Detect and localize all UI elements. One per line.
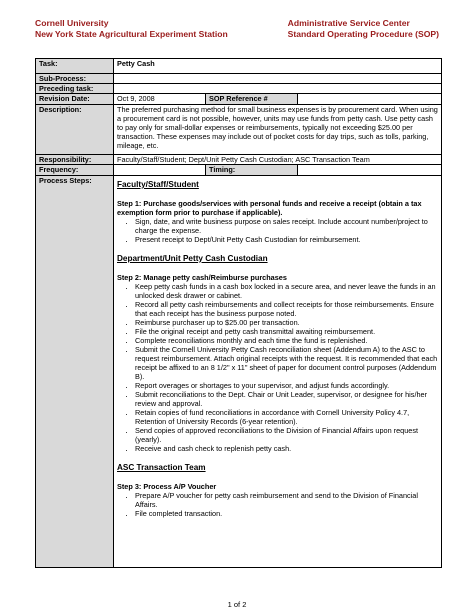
responsibility-label: Responsibility: [36, 155, 114, 165]
step-2-list [117, 282, 438, 453]
list-item: • Send copies of approved reconciliations to the Division of Financial Affairs upon request (yearly). [135, 426, 438, 444]
list-item: • Receive and cash check to replenish petty cash. [135, 444, 438, 453]
list-item: • Reimburse purchaser up to $25.00 per transaction. [135, 318, 438, 327]
process-steps-content [114, 176, 442, 568]
step-1-title: Step 1: Purchase goods/services with personal funds and receive a receipt (obtain a tax exemption form prior to purchase if applicable). [117, 199, 422, 217]
preceding-task-label: Preceding task: [36, 84, 114, 94]
revision-date-label: Revision Date: [36, 94, 114, 105]
list-item: • Record all petty cash reimbursements and collect receipts for those reimbursements. Ensure that each receipt has the business purpose noted. [135, 300, 438, 318]
sop-reference-label: SOP Reference # [206, 94, 298, 105]
list-item: • Report overages or shortages to your supervisor, and adjust funds accordingly. [135, 381, 438, 390]
responsibility-value: Faculty/Staff/Student; Dept/Unit Petty Cash Custodian; ASC Transaction Team [114, 155, 442, 165]
frequency-label: Frequency: [36, 165, 114, 176]
step-2-title: Step 2: Manage petty cash/Reimburse purchases [117, 273, 287, 282]
list-item: • File completed transaction. [135, 509, 438, 518]
list-item: • Prepare A/P voucher for petty cash reimbursement and send to the Division of Financial Affairs. [135, 491, 438, 509]
section-faculty-staff-student: Faculty/Staff/Student [117, 180, 199, 189]
task-value: Petty Cash [114, 59, 442, 74]
section-asc-transaction-team: ASC Transaction Team [117, 463, 206, 472]
list-item: • Sign, date, and write business purpose on sales receipt. Include account number/project to charge the expense. [135, 217, 438, 235]
institution-block [35, 18, 228, 39]
timing-label: Timing: [206, 165, 298, 176]
document-type: Standard Operating Procedure (SOP) [287, 28, 439, 39]
service-center-name: Administrative Service Center [287, 18, 410, 28]
document-type-block [288, 18, 439, 39]
section-petty-cash-custodian: Department/Unit Petty Cash Custodian [117, 254, 268, 263]
station-name: New York State Agricultural Experiment Station [35, 28, 228, 39]
preceding-task-value [114, 84, 442, 94]
sop-table [35, 58, 442, 568]
page-header [35, 18, 439, 48]
list-item: • Submit reconciliations to the Dept. Chair or Unit Leader, supervisor, or designee for his/her review and approval. [135, 390, 438, 408]
description-label: Description: [36, 105, 114, 155]
process-steps-label: Process Steps: [36, 176, 114, 568]
description-value: The preferred purchasing method for small business expenses is by procurement card. When using a procurement card is not possible, however, units may use funds from petty cash. Use petty cash to pay only for small-dollar expenses or reimbursements, typically not exceeding $25.00 per transaction. These expenses may include out of pocket costs for day trips, such as tolls, parking, mileage, etc. [114, 105, 442, 155]
list-item: • Retain copies of fund reconciliations in accordance with Cornell University Policy 4.7, Retention of University Records (6-year retention). [135, 408, 438, 426]
sop-reference-value [298, 94, 442, 105]
step-3-list [117, 491, 438, 518]
revision-date-value: Oct 9, 2008 [114, 94, 206, 105]
subprocess-label: Sub-Process: [36, 74, 114, 84]
list-item: • Keep petty cash funds in a cash box locked in a secure area, and never leave the funds in an unlocked desk drawer or cabinet. [135, 282, 438, 300]
step-1-list [117, 217, 438, 244]
timing-value [298, 165, 442, 176]
list-item: • Present receipt to Dept/Unit Petty Cash Custodian for reimbursement. [135, 235, 438, 244]
step-3-title: Step 3: Process A/P Voucher [117, 482, 217, 491]
list-item: • Submit the Cornell University Petty Cash reconciliation sheet (Addendum A) to the ASC to request reimbursement. Attach original receipts with the request. It is recommended that each receipt be affixed to an 8 1/2" x 11" sheet of paper for document control purposes (Addendum B). [135, 345, 438, 381]
task-label: Task: [36, 59, 114, 74]
list-item: • File the original receipt and petty cash transmittal awaiting reimbursement. [135, 327, 438, 336]
page-number: 1 of 2 [227, 600, 247, 609]
list-item: • Complete reconciliations monthly and each time the fund is replenished. [135, 336, 438, 345]
subprocess-value [114, 74, 442, 84]
frequency-value [114, 165, 206, 176]
university-name: Cornell University [35, 18, 109, 28]
